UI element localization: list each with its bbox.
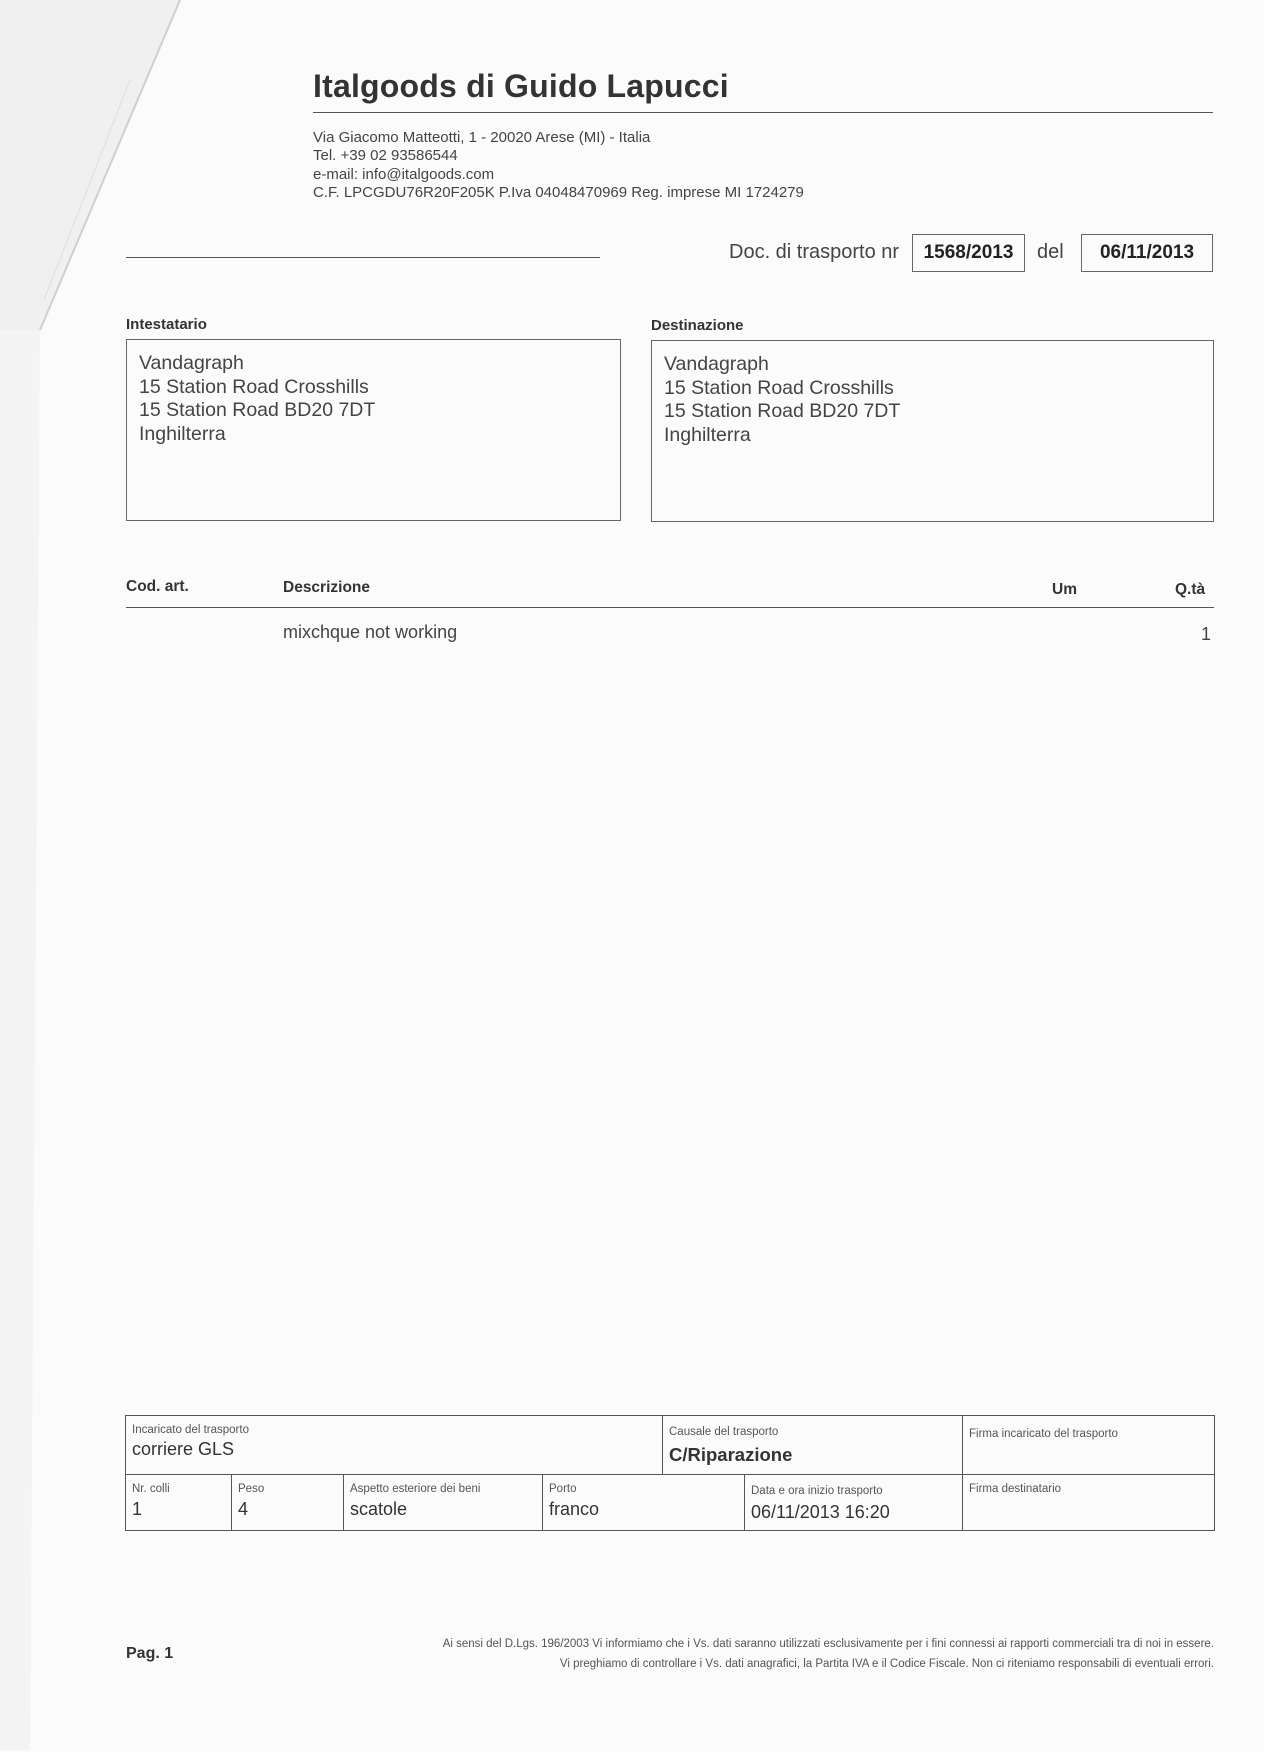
- destinazione-line: 15 Station Road Crosshills: [664, 376, 894, 399]
- item-description: mixchque not working: [283, 622, 458, 642]
- intestatario-line: Vandagraph: [139, 352, 244, 374]
- intestatario-label: Intestatario: [126, 316, 207, 333]
- doc-date: 06/11/2013: [1099, 242, 1195, 263]
- peso-value: 4: [238, 1499, 249, 1519]
- incaricato-value: corriere GLS: [132, 1439, 235, 1459]
- firma-destinatario-label: Firma destinatario: [969, 1483, 1062, 1495]
- company-phone: Tel. +39 02 93586544: [313, 147, 458, 164]
- company-fiscal: C.F. LPCGDU76R20F205K P.Iva 04048470969 Reg. imprese MI 1724279: [313, 184, 804, 201]
- col-header-qty: Q.tà: [1175, 581, 1206, 598]
- cell-incaricato: [126, 1416, 663, 1475]
- doc-number-box: [912, 234, 1025, 272]
- cell-causale: [663, 1416, 963, 1475]
- items-header-rule: [126, 607, 1214, 608]
- porto-label: Porto: [549, 1483, 577, 1495]
- doc-date-box: [1081, 234, 1213, 272]
- left-rule: [126, 257, 600, 258]
- aspetto-label: Aspetto esteriore dei beni: [350, 1483, 481, 1495]
- firma-incaricato-label: Firma incaricato del trasporto: [969, 1428, 1118, 1440]
- incaricato-label: Incaricato del trasporto: [132, 1424, 249, 1436]
- destinazione-address: [664, 353, 900, 447]
- privacy-disclaimer-line: Ai sensi del D.Lgs. 196/2003 Vi informiamo che i Vs. dati saranno utilizzati esclusivamente per i fini connessi ai rapporti commerciali tra di noi in essere.: [442, 1638, 1214, 1650]
- col-header-description: Descrizione: [283, 579, 371, 596]
- data-ora-label: Data e ora inizio trasporto: [751, 1485, 883, 1497]
- col-header-um: Um: [1052, 581, 1077, 598]
- intestatario-line: Inghilterra: [139, 422, 226, 445]
- causale-label: Causale del trasporto: [669, 1426, 779, 1438]
- data-ora-value: 06/11/2013 16:20: [751, 1502, 890, 1522]
- nr-colli-value: 1: [132, 1499, 143, 1519]
- item-qty: 1: [1201, 624, 1212, 644]
- destinazione-line: Inghilterra: [664, 423, 751, 446]
- company-name: Italgoods di Guido Lapucci: [313, 68, 729, 104]
- porto-value: franco: [549, 1499, 600, 1519]
- header-divider: [313, 112, 1213, 113]
- nr-colli-label: Nr. colli: [132, 1483, 170, 1495]
- peso-label: Peso: [238, 1483, 265, 1495]
- doc-number-label: Doc. di trasporto nr: [729, 241, 900, 263]
- cell-firma-destinatario: [963, 1475, 1214, 1530]
- causale-value: C/Riparazione: [669, 1444, 793, 1465]
- intestatario-line: 15 Station Road Crosshills: [139, 375, 369, 398]
- privacy-disclaimer-line: Vi preghiamo di controllare i Vs. dati anagrafici, la Partita IVA e il Codice Fiscale. Non ci riteniamo responsabili di eventuali errori.: [559, 1658, 1214, 1670]
- destinazione-line: 15 Station Road BD20 7DT: [664, 400, 901, 422]
- cell-nr-colli: [126, 1475, 232, 1530]
- company-email: e-mail: info@italgoods.com: [313, 166, 495, 183]
- company-address: Via Giacomo Matteotti, 1 - 20020 Arese (MI) - Italia: [313, 129, 651, 146]
- page-number: Pag. 1: [126, 1645, 174, 1662]
- destinazione-line: Vandagraph: [664, 353, 769, 375]
- cell-peso: [232, 1475, 344, 1530]
- intestatario-address: [139, 352, 375, 446]
- intestatario-line: 15 Station Road BD20 7DT: [139, 399, 376, 421]
- cell-porto: [543, 1475, 745, 1530]
- cell-data-ora: [745, 1475, 963, 1530]
- transport-table: [125, 1415, 1215, 1531]
- aspetto-value: scatole: [350, 1499, 408, 1519]
- destinazione-label: Destinazione: [651, 317, 744, 334]
- col-header-code: Cod. art.: [126, 578, 189, 595]
- doc-number: 1568/2013: [923, 242, 1014, 263]
- doc-date-label: del: [1037, 241, 1064, 263]
- cell-aspetto: [344, 1475, 543, 1530]
- cell-firma-incaricato: [963, 1416, 1214, 1475]
